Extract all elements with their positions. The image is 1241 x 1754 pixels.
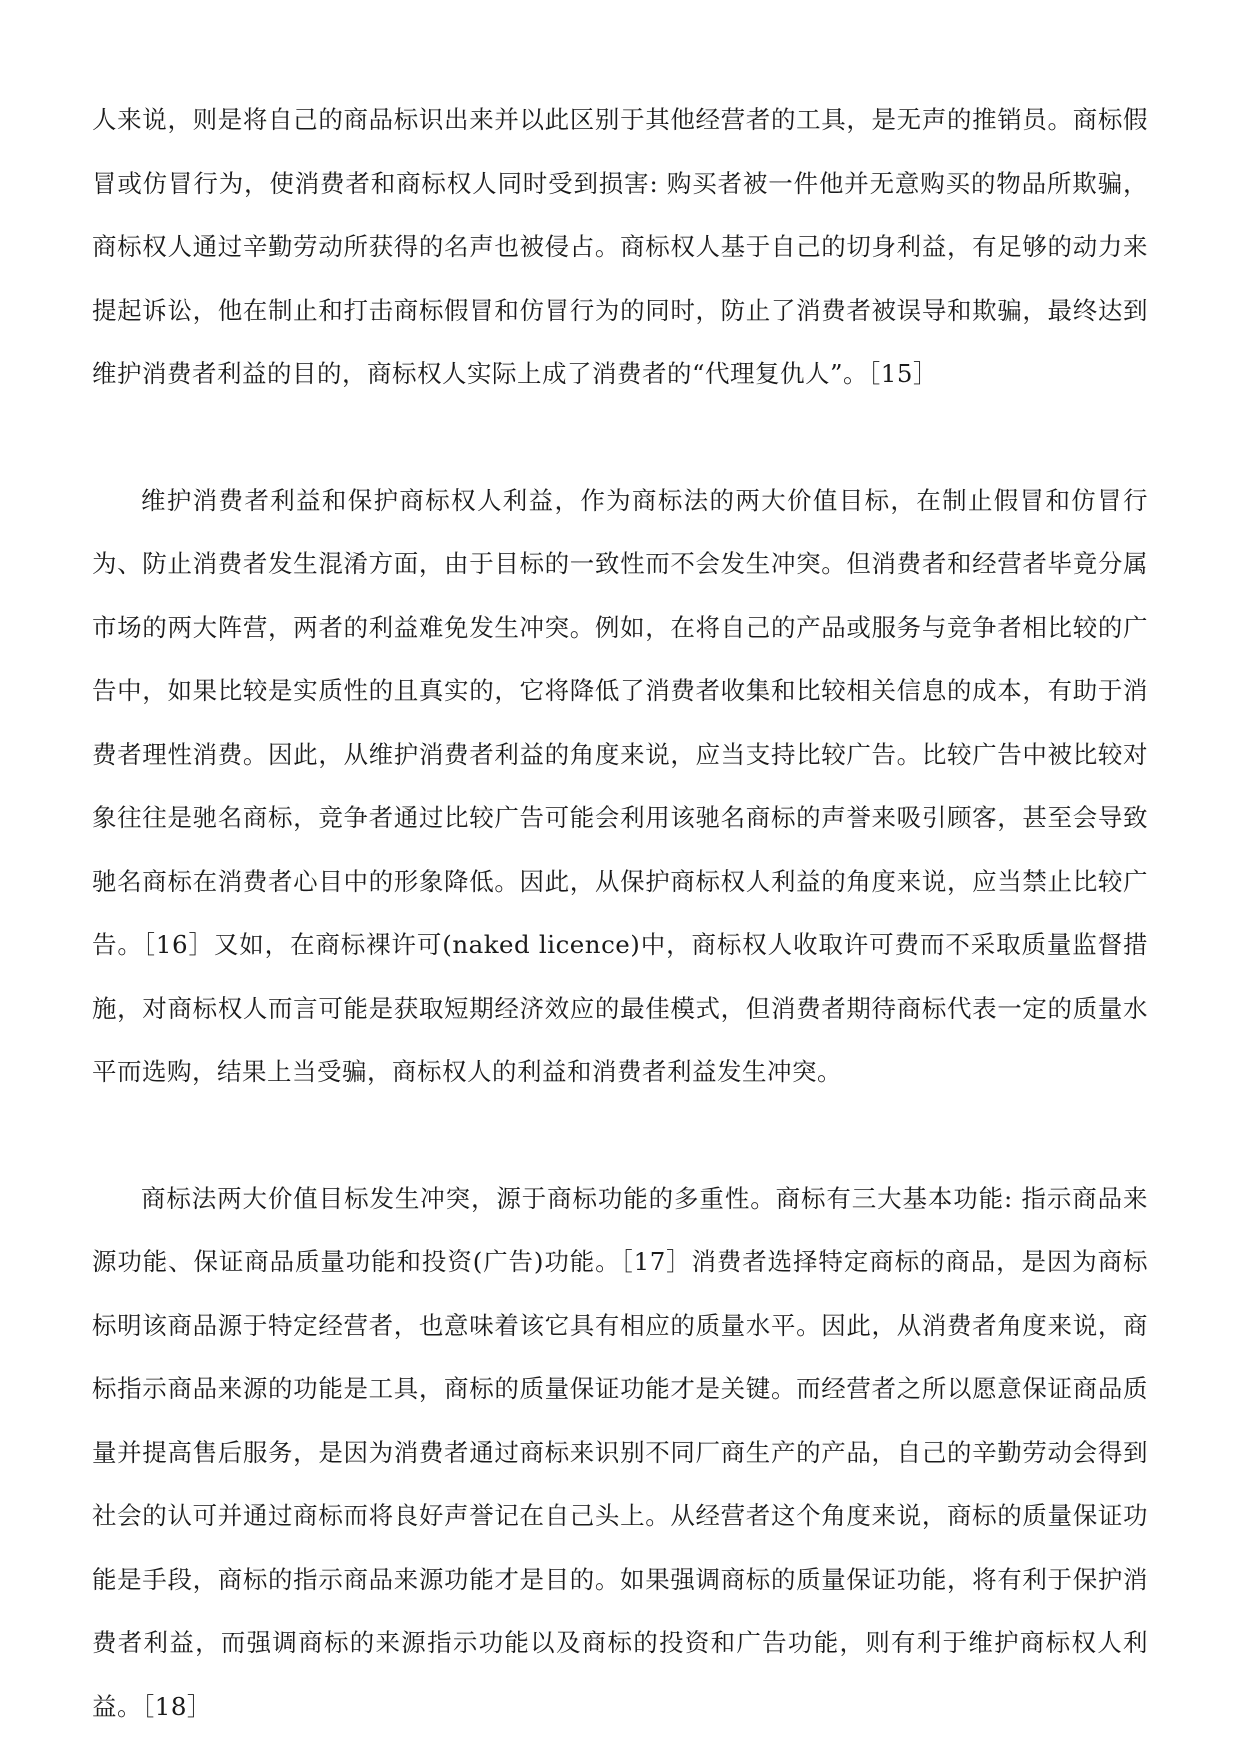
- paragraph-trademark-functions: 商标法两大价值目标发生冲突，源于商标功能的多重性。商标有三大基本功能: 指示商品来源功能、保证商品质量功能和投资(广告)功能。［17］消费者选择特定商标的商品，是因为商标标明该商品源于特定经营者，也意味着该它具有相应的质量水平。因此，从消费者角度来说，商标指示商品来源的功能是工具，商标的质量保证功能才是关键。而经营者之所以愿意保证商品质量并提高售后服务，是因为消费者通过商标来识别不同厂商生产的产品，自己的辛勤劳动会得到社会的认可并通过商标而将良好声誉记在自己头上。从经营者这个角度来说，商标的质量保证功能是手段，商标的指示商品来源功能才是目的。如果强调商标的质量保证功能，将有利于保护消费者利益，而强调商标的来源指示功能以及商标的投资和广告功能，则有利于维护商标权人利益。［18］: [92, 1183, 1148, 1721]
- paragraph-continuation: 人来说，则是将自己的商品标识出来并以此区别于其他经营者的工具，是无声的推销员。商标假冒或仿冒行为，使消费者和商标权人同时受到损害: 购买者被一件他并无意购买的物品所欺骗，商标权人通过辛勤劳动所获得的名声也被侵占。商标权人基于自己的切身利益，有足够的动力来提起诉讼，他在制止和打击商标假冒和仿冒行为的同时，防止了消费者被误导和欺骗，最终达到维护消费者利益的目的，商标权人实际上成了消费者的“代理复仇人”。［15］: [92, 105, 1148, 388]
- paragraph-value-conflict: 维护消费者利益和保护商标权人利益，作为商标法的两大价值目标，在制止假冒和仿冒行为、防止消费者发生混淆方面，由于目标的一致性而不会发生冲突。但消费者和经营者毕竟分属市场的两大阵营，两者的利益难免发生冲突。例如，在将自己的产品或服务与竞争者相比较的广告中，如果比较是实质性的且真实的，它将降低了消费者收集和比较相关信息的成本，有助于消费者理性消费。因此，从维护消费者利益的角度来说，应当支持比较广告。比较广告中被比较对象往往是驰名商标，竞争者通过比较广告可能会利用该驰名商标的声誉来吸引顾客，甚至会导致驰名商标在消费者心目中的形象降低。因此，从保护商标权人利益的角度来说，应当禁止比较广告。［16］又如，在商标裸许可(naked licence)中，商标权人收取许可费而不采取质量监督措施，对商标权人而言可能是获取短期经济效应的最佳模式，但消费者期待商标代表一定的质量水平而选购，结果上当受骗，商标权人的利益和消费者利益发生冲突。: [92, 485, 1148, 1086]
- document-page: [92, 88, 1148, 1738]
